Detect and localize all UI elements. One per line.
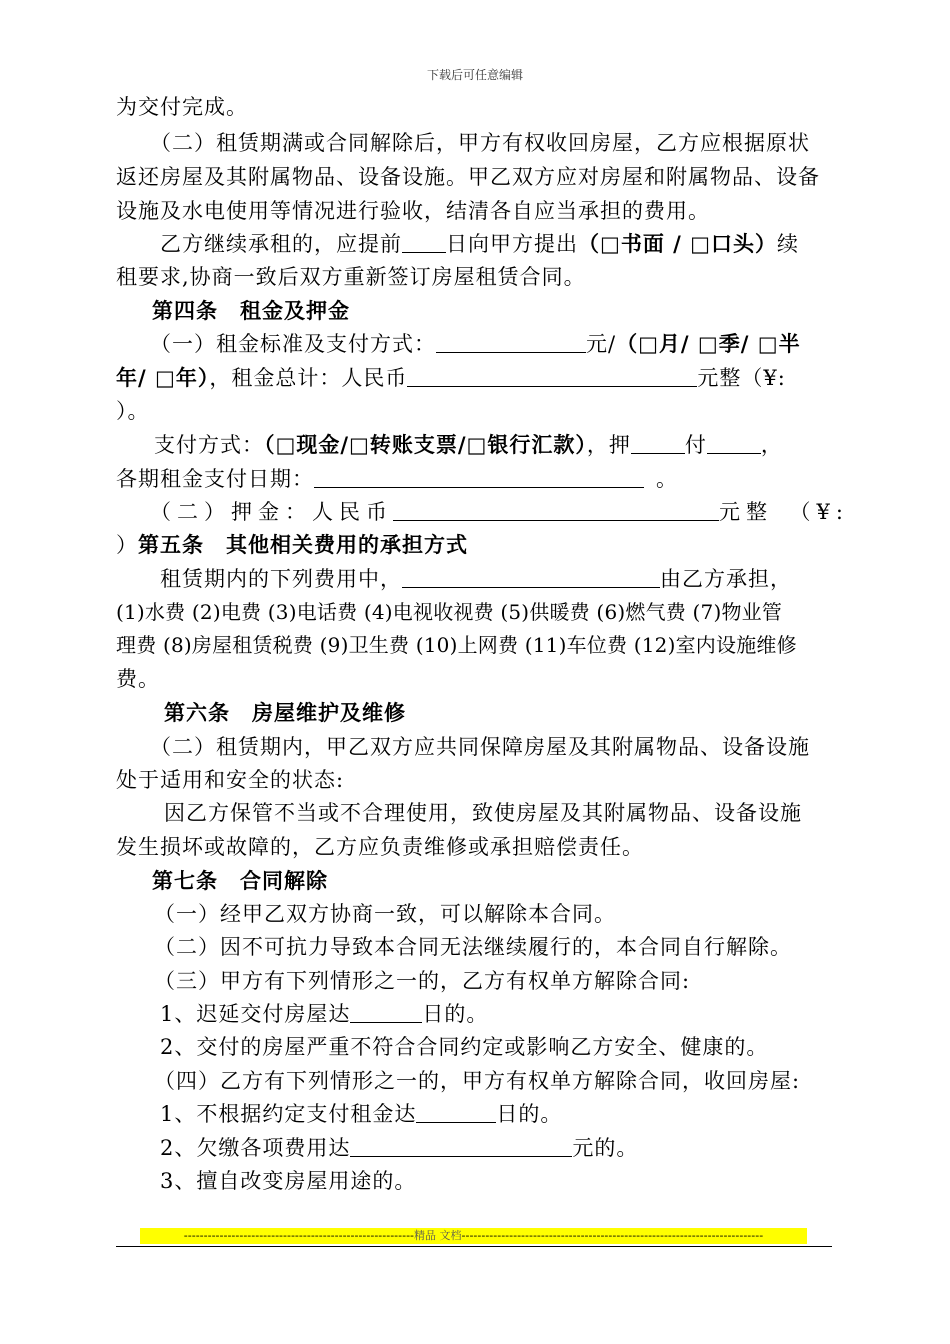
rent-total-line [116, 363, 786, 393]
text-line: （二）因不可抗力导致本合同无法继续履行的，本合同自行解除。 [154, 935, 792, 959]
text-line: （二）租赁期内，甲乙双方应共同保障房屋及其附属物品、设备设施 [150, 735, 810, 759]
clause-line [160, 1099, 562, 1129]
text-line: 设施及水电使用等情况进行验收，结清各自应当承担的费用。 [116, 199, 710, 223]
text-segment: 租赁期内的下列费用中， [160, 567, 402, 591]
text-segment: ） [116, 533, 138, 557]
text-segment: ，租金总计：人民币 [209, 366, 408, 390]
blank-field[interactable] [707, 433, 761, 454]
clause-line [160, 999, 488, 1029]
text-line: 返还房屋及其附属物品、设备设施。甲乙双方应对房屋和附属物品、设备 [116, 165, 820, 189]
text-line: 费。 [116, 667, 160, 691]
section-heading: 第五条 其他相关费用的承担方式 [138, 532, 468, 557]
text-line: 理费 (8)房屋租赁税费 (9)卫生费 (10)上网费 (11)车位费 (12)室内设施维修 [116, 633, 797, 657]
blank-field[interactable] [350, 1136, 572, 1157]
text-segment: 付 [684, 433, 707, 457]
section-heading-line [116, 530, 468, 560]
period-options: 年/ □年） [116, 365, 210, 390]
text-segment: ，押 [586, 433, 631, 457]
text-line: ）。 [116, 399, 150, 423]
text-line: (1)水费 (2)电费 (3)电话费 (4)电视收视费 (5)供暖费 (6)燃气费 (7)物业管 [116, 600, 783, 624]
text-line: 发生损坏或故障的，乙方应负责维修或承担赔偿责任。 [116, 835, 644, 859]
text-segment: 2、欠缴各项费用达 [160, 1136, 351, 1160]
text-line: 处于适用和安全的状态: [116, 768, 345, 792]
period-options: （□月/ □季/ □半 [616, 331, 801, 356]
section-heading: 第六条 房屋维护及维修 [164, 700, 406, 725]
rent-standard-line [150, 329, 801, 359]
text-segment: 日的。 [422, 1002, 489, 1026]
text-segment: 元整 （¥: [719, 500, 849, 524]
text-line: （二）租赁期满或合同解除后，甲方有权收回房屋，乙方应根据原状 [150, 131, 810, 155]
payment-options: （□现金/□转账支票/□银行汇款） [264, 432, 587, 457]
text-segment: 由乙方承担， [660, 567, 792, 591]
text-line: （一）经甲乙双方协商一致，可以解除本合同。 [154, 902, 616, 926]
section-heading: 第七条 合同解除 [152, 868, 328, 893]
text-line: 3、擅自改变房屋用途的。 [160, 1169, 417, 1193]
blank-field[interactable] [402, 232, 446, 253]
blank-field[interactable] [393, 500, 719, 521]
deposit-line [150, 497, 849, 527]
blank-field[interactable] [416, 1102, 496, 1123]
footer-dashes: ---------------------------------------------------------------------------- [461, 1229, 764, 1242]
blank-field[interactable] [350, 1002, 422, 1023]
blank-field[interactable] [402, 567, 660, 588]
blank-field[interactable] [631, 433, 685, 454]
renewal-options: （□书面 / □口头） [578, 231, 777, 256]
payment-date-line [116, 464, 678, 494]
footer-divider [116, 1246, 832, 1247]
text-segment: 乙方继续承租的，应提前 [160, 232, 402, 256]
footer-banner [140, 1228, 807, 1244]
text-line: 为交付完成。 [116, 95, 248, 119]
clause-line [160, 1133, 638, 1163]
fees-line [160, 564, 792, 594]
blank-field[interactable] [407, 366, 697, 387]
text-segment: 。 [656, 467, 678, 491]
footer-label: 精品 文档 [414, 1229, 462, 1242]
text-segment: 1、迟延交付房屋达 [160, 1002, 351, 1026]
text-segment: （二）押金：人民币 [150, 500, 393, 524]
page-header-note: 下载后可任意编辑 [426, 68, 523, 82]
text-segment: （一）租金标准及支付方式： [150, 332, 436, 356]
text-segment: 支付方式： [154, 433, 264, 457]
text-segment: 元的。 [572, 1136, 639, 1160]
blank-field[interactable] [436, 332, 586, 353]
text-segment: 各期租金支付日期： [116, 467, 314, 491]
text-line: 2、交付的房屋严重不符合合同约定或影响乙方安全、健康的。 [160, 1035, 769, 1059]
text-line: 因乙方保管不当或不合理使用，致使房屋及其附属物品、设备设施 [164, 801, 802, 825]
text-segment: ， [760, 433, 783, 457]
text-line: 租要求,协商一致后双方重新签订房屋租赁合同。 [116, 265, 586, 289]
section-heading: 第四条 租金及押金 [152, 298, 350, 323]
text-segment: 续 [776, 232, 799, 256]
text-line: （三）甲方有下列情形之一的，乙方有权单方解除合同: [154, 969, 691, 993]
text-segment: 元整（¥: [697, 366, 786, 390]
blank-field[interactable] [314, 467, 644, 488]
text-segment: 日向甲方提出 [446, 232, 578, 256]
text-segment: 1、不根据约定支付租金达 [160, 1102, 417, 1126]
footer-dashes: ---------------------------------------------------------- [183, 1229, 415, 1242]
text-line: （四）乙方有下列情形之一的，甲方有权单方解除合同，收回房屋: [154, 1069, 801, 1093]
renewal-line [160, 229, 799, 259]
payment-method-line [154, 430, 783, 460]
text-segment: 元/ [586, 332, 617, 356]
text-segment: 日的。 [496, 1102, 563, 1126]
